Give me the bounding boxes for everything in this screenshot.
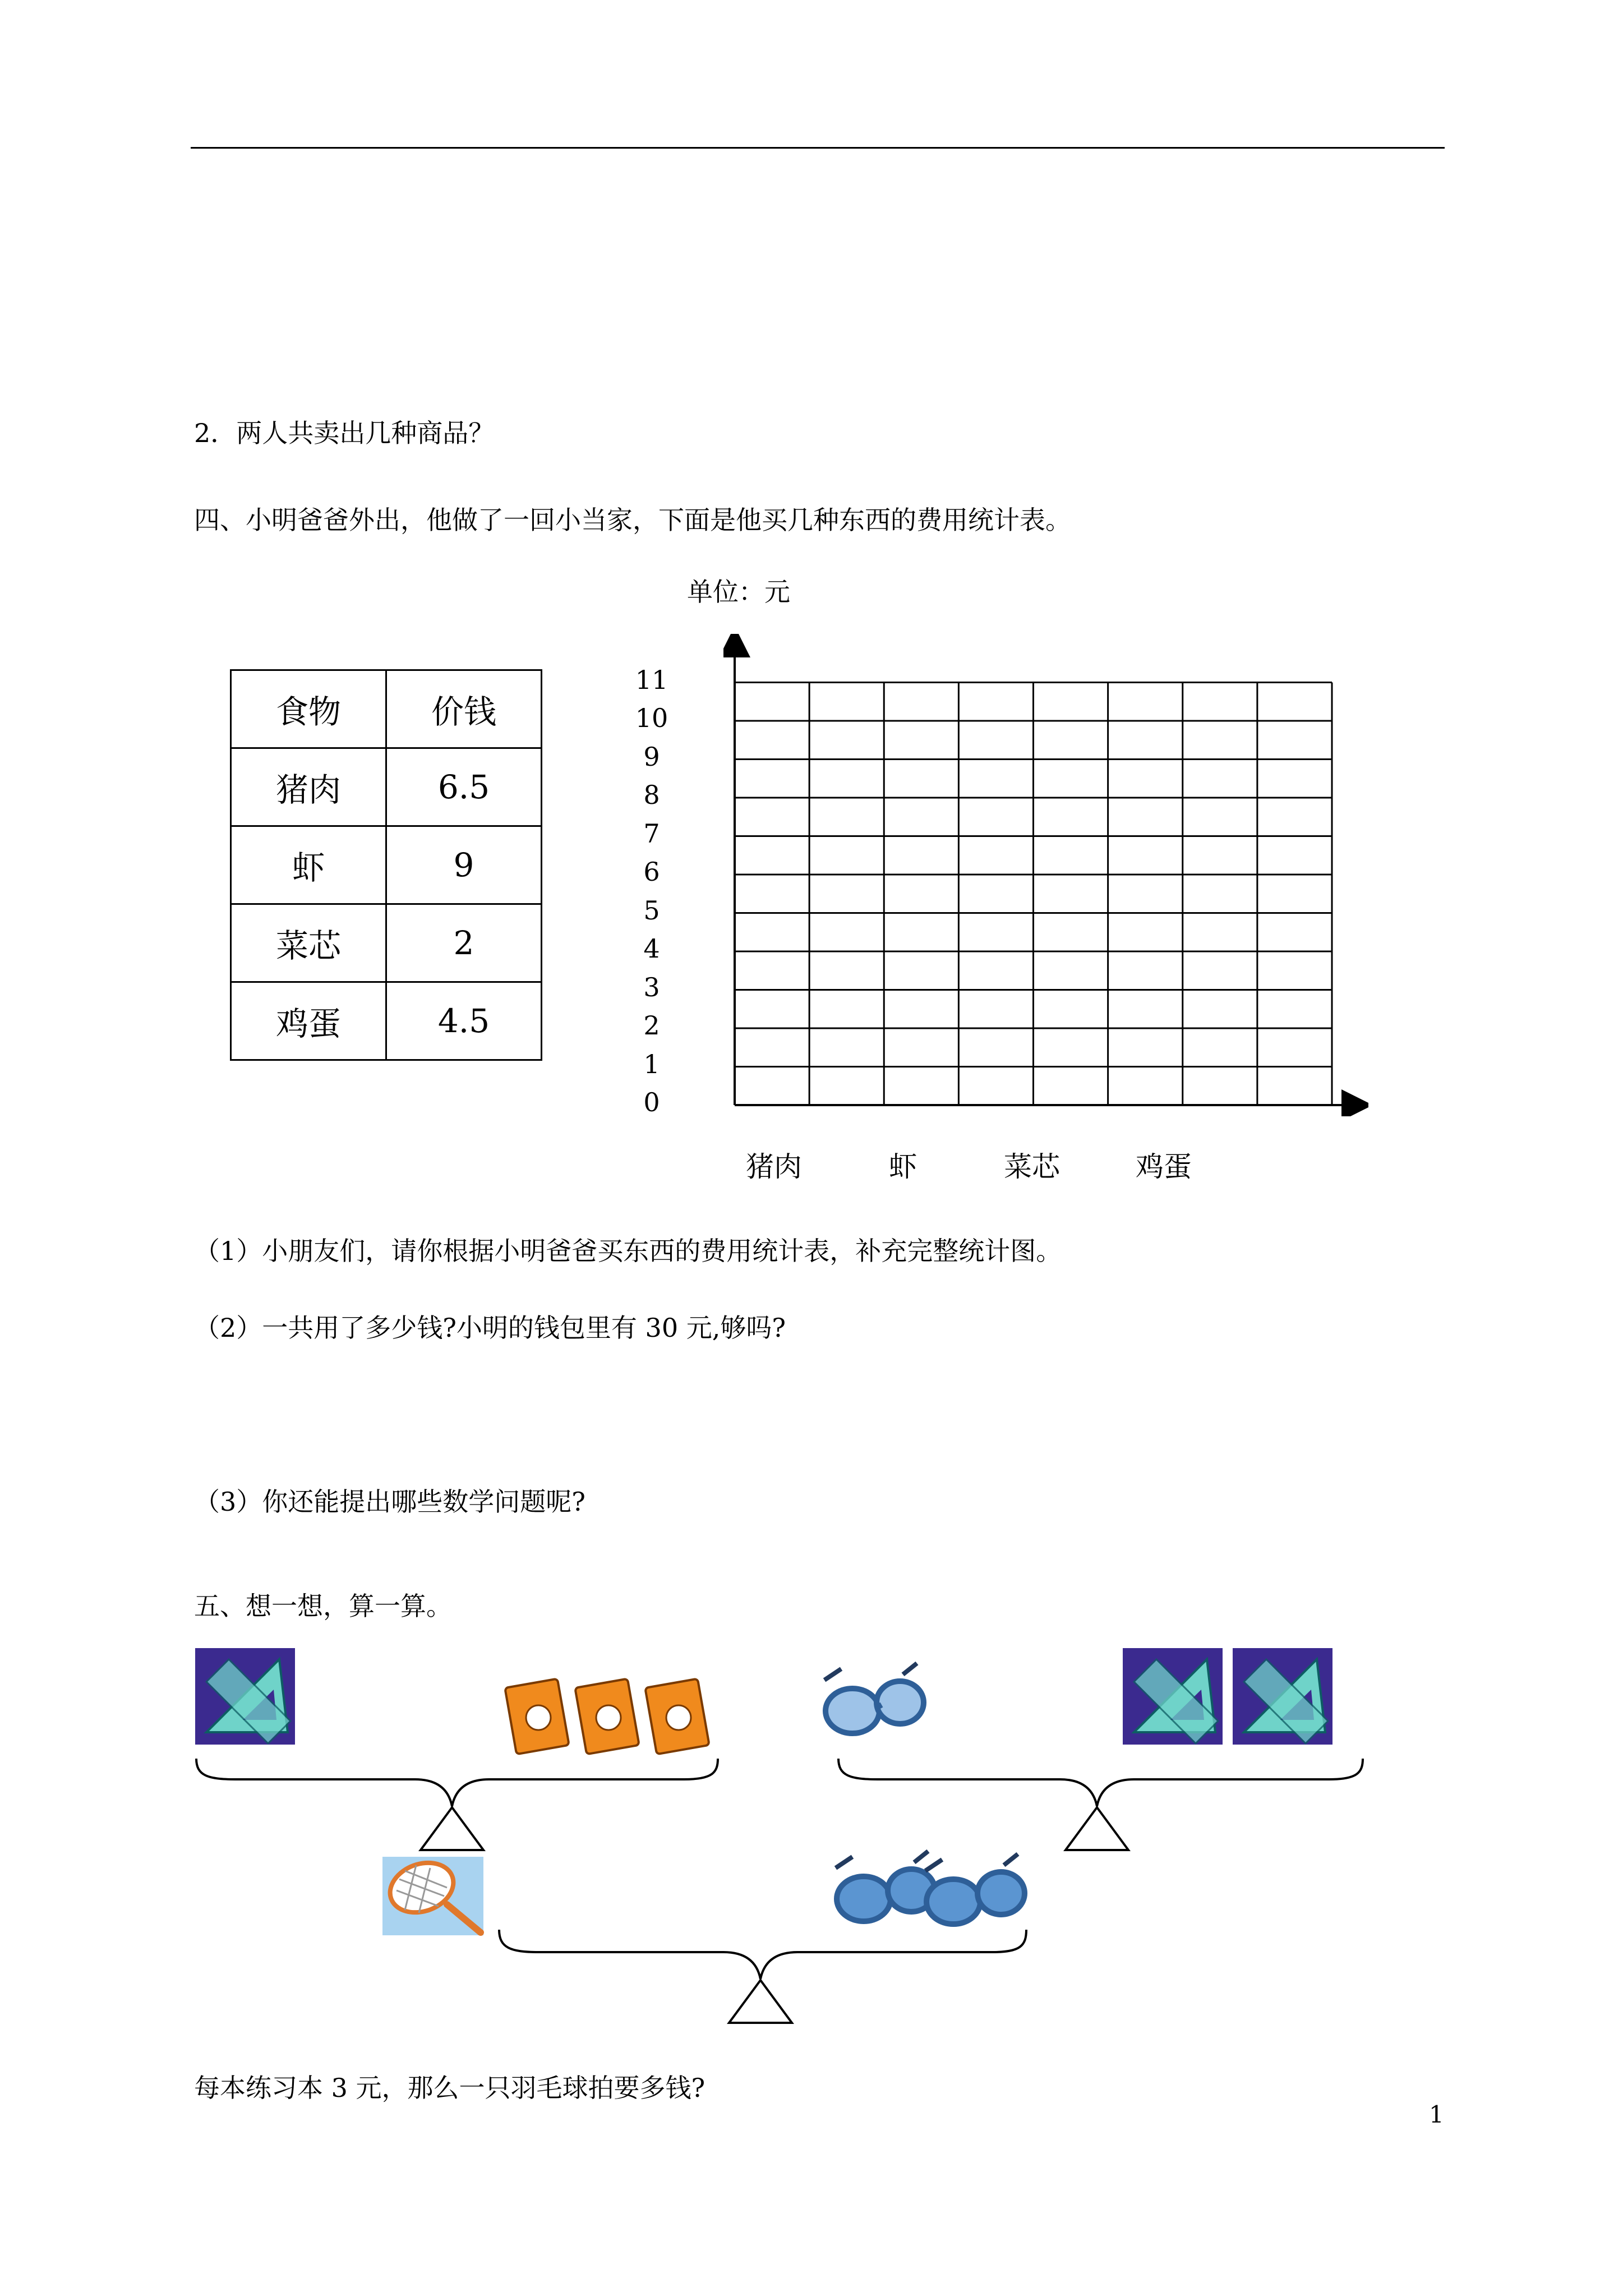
glasses-icon	[824, 1663, 924, 1733]
y-tick-label: 5	[643, 895, 660, 926]
exercise-book-icon	[505, 1679, 569, 1755]
x-label-shrimp: 虾	[889, 1151, 917, 1183]
scale-fulcrum-3	[729, 1980, 792, 2023]
y-tick-label: 8	[643, 780, 660, 810]
x-label-egg: 鸡蛋	[1136, 1151, 1192, 1183]
price-table	[230, 669, 542, 1061]
scale-beam-3	[499, 1930, 1026, 1979]
table-cell-price: 4.5	[386, 982, 542, 1060]
section-4-q2: （2）一共用了多少钱?小明的钱包里有 30 元,够吗?	[194, 1313, 786, 1343]
table-cell-food: 虾	[231, 826, 386, 904]
table-row	[231, 826, 542, 904]
table-cell-food: 鸡蛋	[231, 982, 386, 1060]
question-2-text: 2．两人共卖出几种商品？	[194, 418, 495, 448]
table-header-price: 价钱	[386, 670, 542, 748]
chart-unit-label: 单位：元	[687, 577, 790, 607]
y-tick-label: 7	[643, 818, 660, 849]
table-cell-food: 菜芯	[231, 904, 386, 982]
glasses-icon	[836, 1851, 935, 1921]
glasses-icon	[925, 1854, 1025, 1924]
header-rule	[191, 147, 1445, 149]
section-4-q1: （1）小朋友们，请你根据小明爸爸买东西的费用统计表，补充完整统计图。	[194, 1236, 1062, 1266]
y-tick-label: 0	[643, 1087, 660, 1117]
table-row	[231, 982, 542, 1060]
section-4-heading: 四、小明爸爸外出，他做了一回小当家，下面是他买几种东西的费用统计表。	[194, 505, 1071, 535]
section-4-q3: （3）你还能提出哪些数学问题呢?	[194, 1487, 585, 1517]
balance-illustration	[185, 1638, 1380, 2042]
y-tick-label: 2	[643, 1010, 660, 1041]
price-chart-grid	[723, 634, 1368, 1116]
section-5-question: 每本练习本 3 元，那么一只羽毛球拍要多钱?	[194, 2073, 706, 2103]
y-tick-label: 4	[643, 933, 660, 964]
table-header-row	[231, 670, 542, 748]
y-tick-label: 10	[635, 703, 668, 733]
section-5-heading: 五、想一想，算一算。	[194, 1591, 452, 1621]
y-tick-label: 3	[643, 972, 660, 1002]
scale-beam-1	[196, 1759, 718, 1806]
table-header-food: 食物	[231, 670, 386, 748]
y-tick-label: 1	[643, 1048, 660, 1079]
scale-fulcrum-1	[421, 1807, 483, 1850]
page-number: 1	[1429, 2101, 1444, 2128]
exercise-book-icon	[645, 1679, 709, 1755]
table-row	[231, 748, 542, 826]
scale-fulcrum-2	[1066, 1807, 1128, 1850]
table-cell-food: 猪肉	[231, 748, 386, 826]
table-cell-price: 6.5	[386, 748, 542, 826]
badminton-racket-icon	[382, 1855, 483, 1935]
set-square-ruler-icon	[1233, 1648, 1332, 1745]
y-tick-label: 9	[643, 741, 660, 772]
x-label-pork: 猪肉	[746, 1151, 802, 1183]
x-label-choy-sum: 菜芯	[1004, 1151, 1060, 1183]
exercise-book-icon	[575, 1679, 639, 1755]
table-cell-price: 9	[386, 826, 542, 904]
y-tick-label: 11	[635, 664, 668, 695]
y-tick-label: 6	[643, 857, 660, 887]
scale-beam-2	[838, 1759, 1363, 1806]
set-square-ruler-icon	[195, 1648, 295, 1745]
set-square-ruler-icon	[1123, 1648, 1223, 1745]
table-cell-price: 2	[386, 904, 542, 982]
table-row	[231, 904, 542, 982]
grid-lines	[735, 683, 1332, 1106]
